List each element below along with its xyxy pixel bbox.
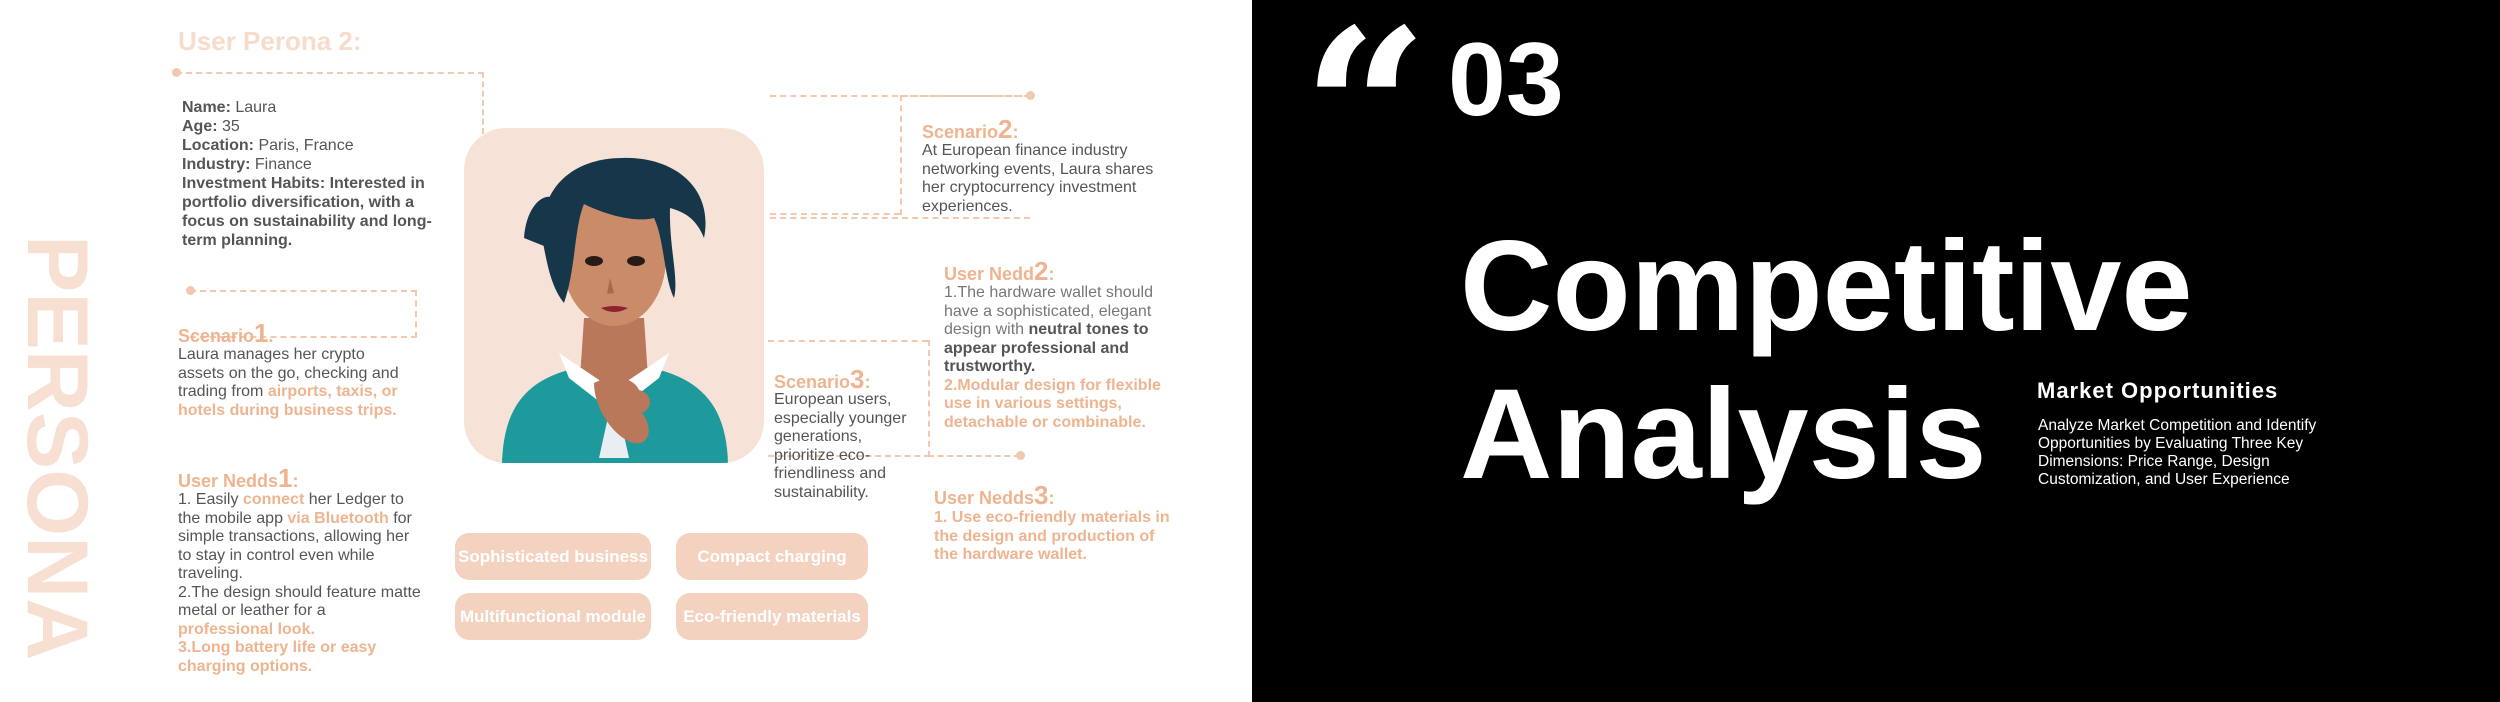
needs3-heading: User Nedds3:: [934, 480, 1055, 510]
persona-vertical-label: PERSONA: [9, 235, 105, 661]
persona-portrait: [464, 128, 764, 463]
connector-line: [770, 213, 900, 215]
age-label: Age:: [182, 118, 218, 135]
quote-icon: “: [1302, 0, 1429, 239]
industry-value: Finance: [250, 156, 312, 173]
needs3-text: 1. Use eco-friendly materials in the design and production of the hardware wallet.: [934, 509, 1170, 563]
needs2-text: 1.The hardware wallet should have a sophisticated, elegant design with neutral tones to appear professional and trustworthy. 2.Modular design for flexible use in various settings, detachable or combinable.: [944, 284, 1161, 431]
age-value: 35: [217, 118, 240, 135]
industry-label: Industry:: [182, 156, 251, 173]
woman-illustration: [464, 128, 764, 463]
connector-dot: [1016, 451, 1025, 460]
habits-label: Investment Habits:: [182, 175, 326, 192]
tag-sophisticated-business: Sophisticated business: [455, 533, 651, 580]
persona-title: User Perona 2:: [178, 26, 362, 56]
connector-dot: [1026, 91, 1035, 100]
scenario2-text: At European finance industry networking events, Laura shares her cryptocurrency investment experiences.: [922, 142, 1154, 215]
name-value: Laura: [230, 99, 277, 116]
tag-eco-friendly-materials: Eco-friendly materials: [676, 593, 868, 640]
section-number: 03: [1448, 22, 1564, 138]
location-value: Paris, France: [254, 137, 354, 154]
persona-profile: [182, 98, 444, 250]
market-opportunities-title: Market Opportunities: [2037, 378, 2279, 403]
habits-value: Interested in portfolio diversification, with a focus on sustainability and long-term planning.: [182, 175, 432, 249]
scenario3-heading: Scenario3:: [774, 364, 871, 394]
tag-multifunctional-module: Multifunctional module: [455, 593, 651, 640]
scenario2-heading: Scenario2:: [922, 114, 1019, 144]
needs1-heading: User Nedds1:: [178, 463, 299, 493]
scenario1-text: Laura manages her crypto assets on the go, checking and trading from airports, taxis, or hotels during business trips.: [178, 346, 399, 419]
section-title-line2: Analysis: [1460, 363, 1987, 506]
section-panel: [1252, 0, 2500, 702]
market-opportunities-text: Analyze Market Competition and Identify Opportunities by Evaluating Three Key Dimensions: Price Range, Design Customization, and User Experience: [2038, 417, 2317, 488]
scenario1-heading: Scenario1.: [178, 318, 274, 348]
location-label: Location:: [182, 137, 254, 154]
scenario3-text: European users, especially younger generations, prioritize eco-friendliness and sustainability.: [774, 391, 907, 501]
needs2-heading: User Nedd2:: [944, 256, 1055, 286]
connector-dot: [186, 286, 195, 295]
name-label: Name:: [182, 99, 231, 116]
needs1-text: 1. Easily connect her Ledger to the mobile app via Bluetooth for simple transactions, allowing her to stay in control even while traveling. 2.The design should feature matte metal or leather for a professional look. 3.Long battery life or easy charging options.: [178, 491, 421, 675]
connector-line: [928, 455, 1020, 457]
tag-compact-charging: Compact charging: [676, 533, 868, 580]
section-title-line1: Competitive: [1460, 215, 2193, 358]
connector-line: [768, 340, 928, 342]
connector-dot: [172, 68, 181, 77]
